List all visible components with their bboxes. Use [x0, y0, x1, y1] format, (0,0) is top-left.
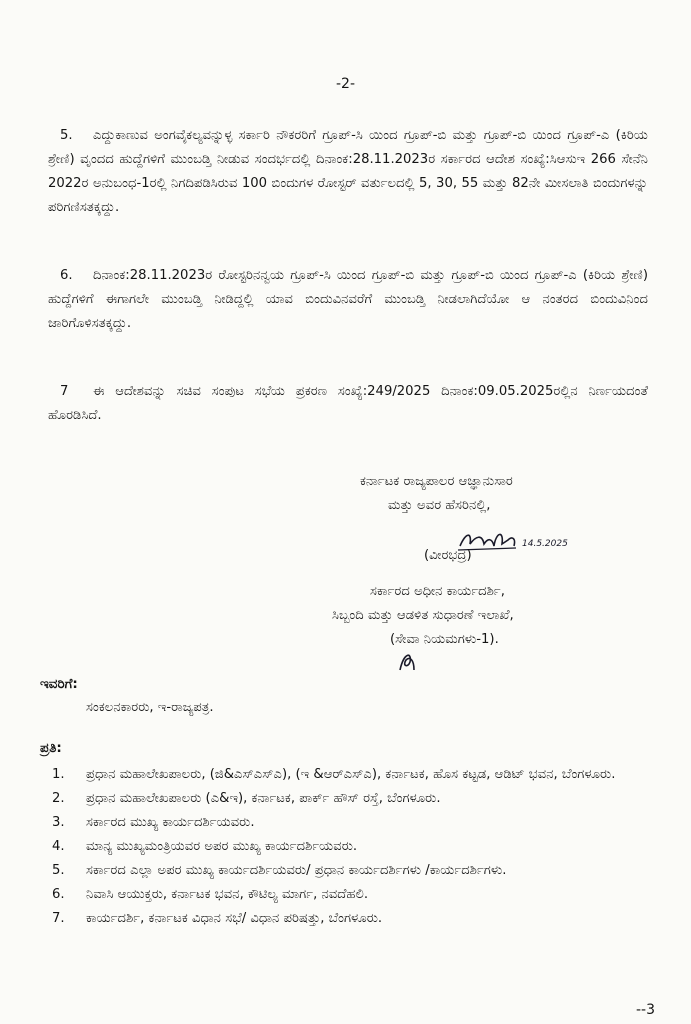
- handwritten-signature: [456, 526, 596, 554]
- paragraph-7-number: 7: [60, 384, 69, 399]
- authority-block: [330, 470, 660, 518]
- list-item-number: 1.: [52, 767, 65, 782]
- paragraph-5: [48, 124, 648, 220]
- list-item-text: ಸರ್ಕಾರದ ಎಲ್ಲಾ ಅಪರ ಮುಖ್ಯ ಕಾರ್ಯದರ್ಶಿಯವರು/ ಪ್ರಧಾನ ಕಾರ್ಯದರ್ಶಿಗಳು /ಕಾರ್ಯದರ್ಶಿಗಳು.: [86, 863, 507, 878]
- list-item: [52, 836, 652, 858]
- signature-date: 14.5.2025: [522, 539, 568, 549]
- page-number: -2-: [335, 76, 355, 92]
- paragraph-7-text: ಈ ಆದೇಶವನ್ನು ಸಚಿವ ಸಂಪುಟ ಸಭೆಯ ಪ್ರಕರಣ ಸಂಖ್ಯೆ:249/2025 ದಿನಾಂಕ:09.05.2025ರಲ್ಲಿನ ನಿರ್ಣಯದಂತೆ ಹೊರಡಿಸಿದೆ.: [48, 384, 648, 423]
- list-item-text: ಪ್ರಧಾನ ಮಹಾಲೇಖಪಾಲರು (ಎ&ಇ), ಕರ್ನಾಟಕ, ಪಾರ್ಕ್ ಹೌಸ್ ರಸ್ತೆ, ಬೆಂಗಳೂರು.: [86, 791, 441, 806]
- list-item-text: ನಿವಾಸಿ ಆಯುಕ್ತರು, ಕರ್ನಾಟಕ ಭವನ, ಕೌಟಿಲ್ಯ ಮಾರ್ಗ, ನವದೆಹಲಿ.: [86, 887, 369, 902]
- list-item: [52, 764, 652, 786]
- designation-block: [332, 580, 670, 652]
- list-item-text: ಮಾನ್ಯ ಮುಖ್ಯಮಂತ್ರಿಯವರ ಅಪರ ಮುಖ್ಯ ಕಾರ್ಯದರ್ಶಿಯವರು.: [86, 839, 358, 854]
- list-item-text: ಕಾರ್ಯದರ್ಶಿ, ಕರ್ನಾಟಕ ವಿಧಾನ ಸಭೆ/ ವಿಧಾನ ಪರಿಷತ್ತು, ಬೆಂಗಳೂರು.: [86, 911, 383, 926]
- list-item: [52, 908, 652, 930]
- signatory-name: (ವೀರಭದ್ರ): [424, 548, 472, 563]
- paragraph-7: [48, 380, 648, 428]
- to-label: ಇವರಿಗೆ:: [40, 676, 78, 692]
- paragraph-6-text: ದಿನಾಂಕ:28.11.2023ರ ರೋಸ್ಟರಿನನ್ವಯ ಗ್ರೂಪ್-ಸಿ ಯಿಂದ ಗ್ರೂಪ್-ಬಿ ಮತ್ತು ಗ್ರೂಪ್-ಬಿ ಯಿಂದ ಗ್ರೂಪ್-ಎ (ಕಿರಿಯ ಶ್ರೇಣಿ) ಹುದ್ದೆಗಳಿಗೆ ಈಗಾಗಲೇ ಮುಂಬಡ್ತಿ ನೀಡಿದ್ದಲ್ಲಿ ಯಾವ ಬಿಂದುವಿನವರೆಗೆ ಮುಂಬಡ್ತಿ ನೀಡಲಾಗಿದೆಯೋ ಆ ನಂತರದ ಬಿಂದುವಿನಿಂದ ಜಾರಿಗೊಳಿಸತಕ್ಕದ್ದು.: [48, 268, 648, 331]
- paragraph-5-text: ಎದ್ದುಕಾಣುವ ಅಂಗವೈಕಲ್ಯವನ್ನುಳ್ಳ ಸರ್ಕಾರಿ ನೌಕರರಿಗೆ ಗ್ರೂಪ್-ಸಿ ಯಿಂದ ಗ್ರೂಪ್-ಬಿ ಮತ್ತು ಗ್ರೂಪ್-ಬಿ ಯಿಂದ ಗ್ರೂಪ್-ಎ (ಕಿರಿಯ ಶ್ರೇಣಿ) ವೃಂದದ ಹುದ್ದೆಗಳಿಗೆ ಮುಂಬಡ್ತಿ ನೀಡುವ ಸಂದರ್ಭದಲ್ಲಿ ದಿನಾಂಕ:28.11.2023ರ ಸರ್ಕಾರದ ಆದೇಶ ಸಂಖ್ಯೆ:ಸಿಆಸುಇ 266 ಸೇನೆನಿ 2022ರ ಅನುಬಂಧ-1ರಲ್ಲಿ ನಿಗದಿಪಡಿಸಿರುವ 100 ಬಿಂದುಗಳ ರೋಸ್ಟರ್ ವರ್ತುಲದಲ್ಲಿ 5, 30, 55 ಮತ್ತು 82ನೇ ಮೀಸಲಾತಿ ಬಿಂದುಗಳನ್ನು ಪರಿಗಣಿಸತಕ್ಕದ್ದು.: [48, 128, 648, 215]
- list-item: [52, 860, 652, 882]
- list-item-number: 6.: [52, 887, 65, 902]
- designation-line-3: (ಸೇವಾ ನಿಯಮಗಳು-1).: [390, 632, 499, 647]
- next-page-marker: --3: [635, 1002, 655, 1018]
- list-item-number: 2.: [52, 791, 65, 806]
- authority-line-2: ಮತ್ತು ಅವರ ಹೆಸರಿನಲ್ಲಿ,: [388, 498, 491, 513]
- copy-label: ಪ್ರತಿ:: [40, 740, 62, 756]
- authority-line-1: ಕರ್ನಾಟಕ ರಾಜ್ಯಪಾಲರ ಆಜ್ಞಾನುಸಾರ: [360, 474, 513, 489]
- copy-list: [52, 764, 652, 932]
- list-item-number: 3.: [52, 815, 65, 830]
- list-item: [52, 884, 652, 906]
- paragraph-6: [48, 264, 648, 336]
- to-recipient: ಸಂಕಲನಕಾರರು, ಇ-ರಾಜ್ಯಪತ್ರ.: [86, 700, 214, 715]
- list-item-text: ಪ್ರಧಾನ ಮಹಾಲೇಖಪಾಲರು, (ಜಿ&ಎಸ್‌ಎಸ್‌ಎ), (ಇ &ಆರ್‌ಎಸ್‌ಎ), ಕರ್ನಾಟಕ, ಹೊಸ ಕಟ್ಟಡ, ಆಡಿಟ್ ಭವನ, ಬೆಂಗಳೂರು.: [86, 767, 616, 782]
- list-item-number: 4.: [52, 839, 65, 854]
- list-item-number: 5.: [52, 863, 65, 878]
- designation-line-2: ಸಿಬ್ಬಂದಿ ಮತ್ತು ಆಡಳಿತ ಸುಧಾರಣೆ ಇಲಾಖೆ,: [332, 608, 514, 623]
- paragraph-5-number: 5.: [60, 128, 73, 143]
- list-item: [52, 788, 652, 810]
- list-item: [52, 812, 652, 834]
- handwritten-initial: [396, 648, 418, 674]
- list-item-text: ಸರ್ಕಾರದ ಮುಖ್ಯ ಕಾರ್ಯದರ್ಶಿಯವರು.: [86, 815, 255, 830]
- paragraph-6-number: 6.: [60, 268, 73, 283]
- designation-line-1: ಸರ್ಕಾರದ ಅಧೀನ ಕಾರ್ಯದರ್ಶಿ,: [370, 584, 505, 599]
- list-item-number: 7.: [52, 911, 65, 926]
